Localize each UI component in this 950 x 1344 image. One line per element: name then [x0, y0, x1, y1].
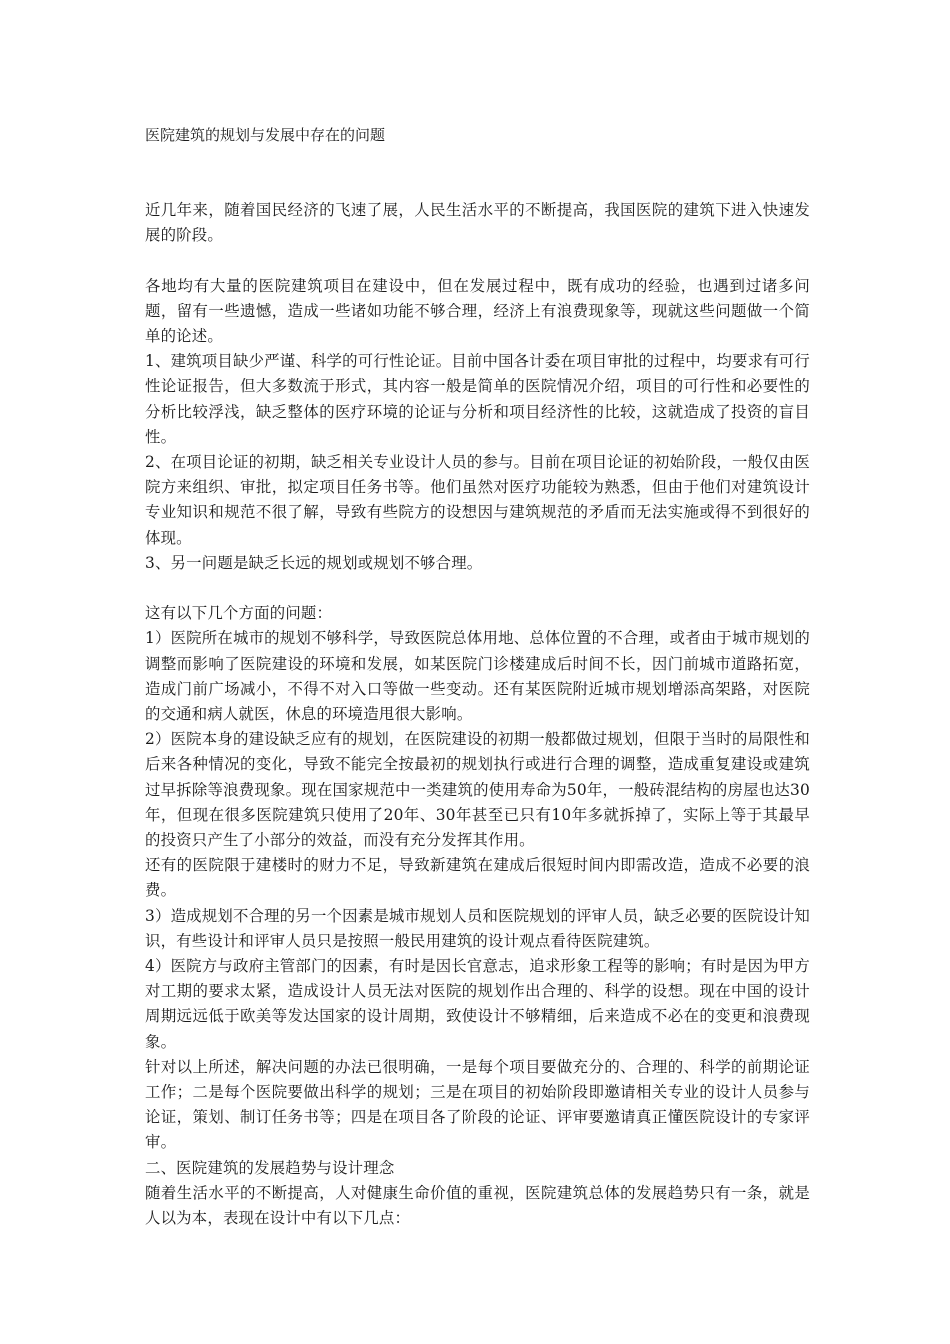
paragraph: 针对以上所述，解决问题的办法已很明确，一是每个项目要做充分的、合理的、科学的前期论证工作；二是每个医院要做出科学的规划；三是在项目的初始阶段即邀请相关专业的设计人员参与论证，策划、制订任务书等；四是在项目各了阶段的论证、评审要邀请真正懂医院设计的专家评审。	[145, 1057, 810, 1152]
paragraph: 3）造成规划不合理的另一个因素是城市规划人员和医院规划的评审人员，缺乏必要的医院设计知识，有些设计和评审人员只是按照一般民用建筑的设计观点看待医院建筑。	[145, 906, 810, 950]
paragraph: 1）医院所在城市的规划不够科学，导致医院总体用地、总体位置的不合理，或者由于城市规划的调整而影响了医院建设的环境和发展，如某医院门诊楼建成后时间不长，因门前城市道路拓宽，造成门前广场减小，不得不对入口等做一些变动。还有某医院附近城市规划增添高架路，对医院的交通和病人就医，休息的环境造甩很大影响。	[145, 629, 810, 724]
paragraph: 二、医院建筑的发展趋势与设计理念	[145, 1158, 395, 1177]
paragraph: 还有的医院限于建楼时的财力不足，导致新建筑在建成后很短时间内即需改造，造成不必要的浪费。	[145, 856, 810, 900]
paragraph: 近几年来，随着国民经济的飞速了展，人民生活水平的不断提高，我国医院的建筑下进入快速发展的阶段。	[145, 201, 810, 245]
paragraph-gap	[145, 248, 810, 273]
document-body	[145, 198, 810, 1231]
paragraph: 2）医院本身的建设缺乏应有的规划，在医院建设的初期一般都做过规划，但限于当时的局限性和后来各种情况的变化，导致不能完全按最初的规划执行或进行合理的调整，造成重复建设或建筑过早拆除等浪费现象。现在国家规范中一类建筑的使用寿命为50年，一般砖混结构的房屋也达30年，但现在很多医院建筑只使用了20年、30年甚至已只有10年多就拆掉了，实际上等于其最早的投资只产生了小部分的效益，而没有充分发挥其作用。	[145, 730, 810, 850]
paragraph: 2、在项目论证的初期，缺乏相关专业设计人员的参与。目前在项目论证的初始阶段，一般仅由医院方来组织、审批，拟定项目任务书等。他们虽然对医疗功能较为熟悉，但由于他们对建筑设计专业知识和规范不很了解，导致有些院方的设想因与建筑规范的矛盾而无法实施或得不到很好的体现。	[145, 453, 810, 547]
paragraph: 随着生活水平的不断提高，人对健康生命价值的重视，医院建筑总体的发展趋势只有一条，就是人以为本，表现在设计中有以下几点：	[145, 1183, 810, 1228]
paragraph: 各地均有大量的医院建筑项目在建设中，但在发展过程中，既有成功的经验，也遇到过诸多问题，留有一些遗憾，造成一些诸如功能不够合理，经济上有浪费现象等，现就这些问题做一个简单的论述。	[145, 276, 810, 345]
paragraph: 这有以下几个方面的问题：	[145, 604, 333, 623]
paragraph: 1、建筑项目缺少严谨、科学的可行性论证。目前中国各计委在项目审批的过程中，均要求有可行性论证报告，但大多数流于形式，其内容一般是简单的医院情况介绍，项目的可行性和必要性的分析比较浮浅，缺乏整体的医疗环境的论证与分析和项目经济性的比较，这就造成了投资的盲目性。	[145, 352, 810, 446]
paragraph: 4）医院方与政府主管部门的因素，有时是因长官意志，追求形象工程等的影响；有时是因为甲方对工期的要求太紧，造成设计人员无法对医院的规划作出合理的、科学的设想。现在中国的设计周期远远低于欧美等发达国家的设计周期，致使设计不够精细，后来造成不必在的变更和浪费现象。	[145, 957, 810, 1051]
document-title: 医院建筑的规划与发展中存在的问题	[145, 126, 386, 144]
paragraph-gap	[145, 576, 810, 601]
paragraph: 3、另一问题是缺乏长远的规划或规划不够合理。	[145, 553, 483, 572]
